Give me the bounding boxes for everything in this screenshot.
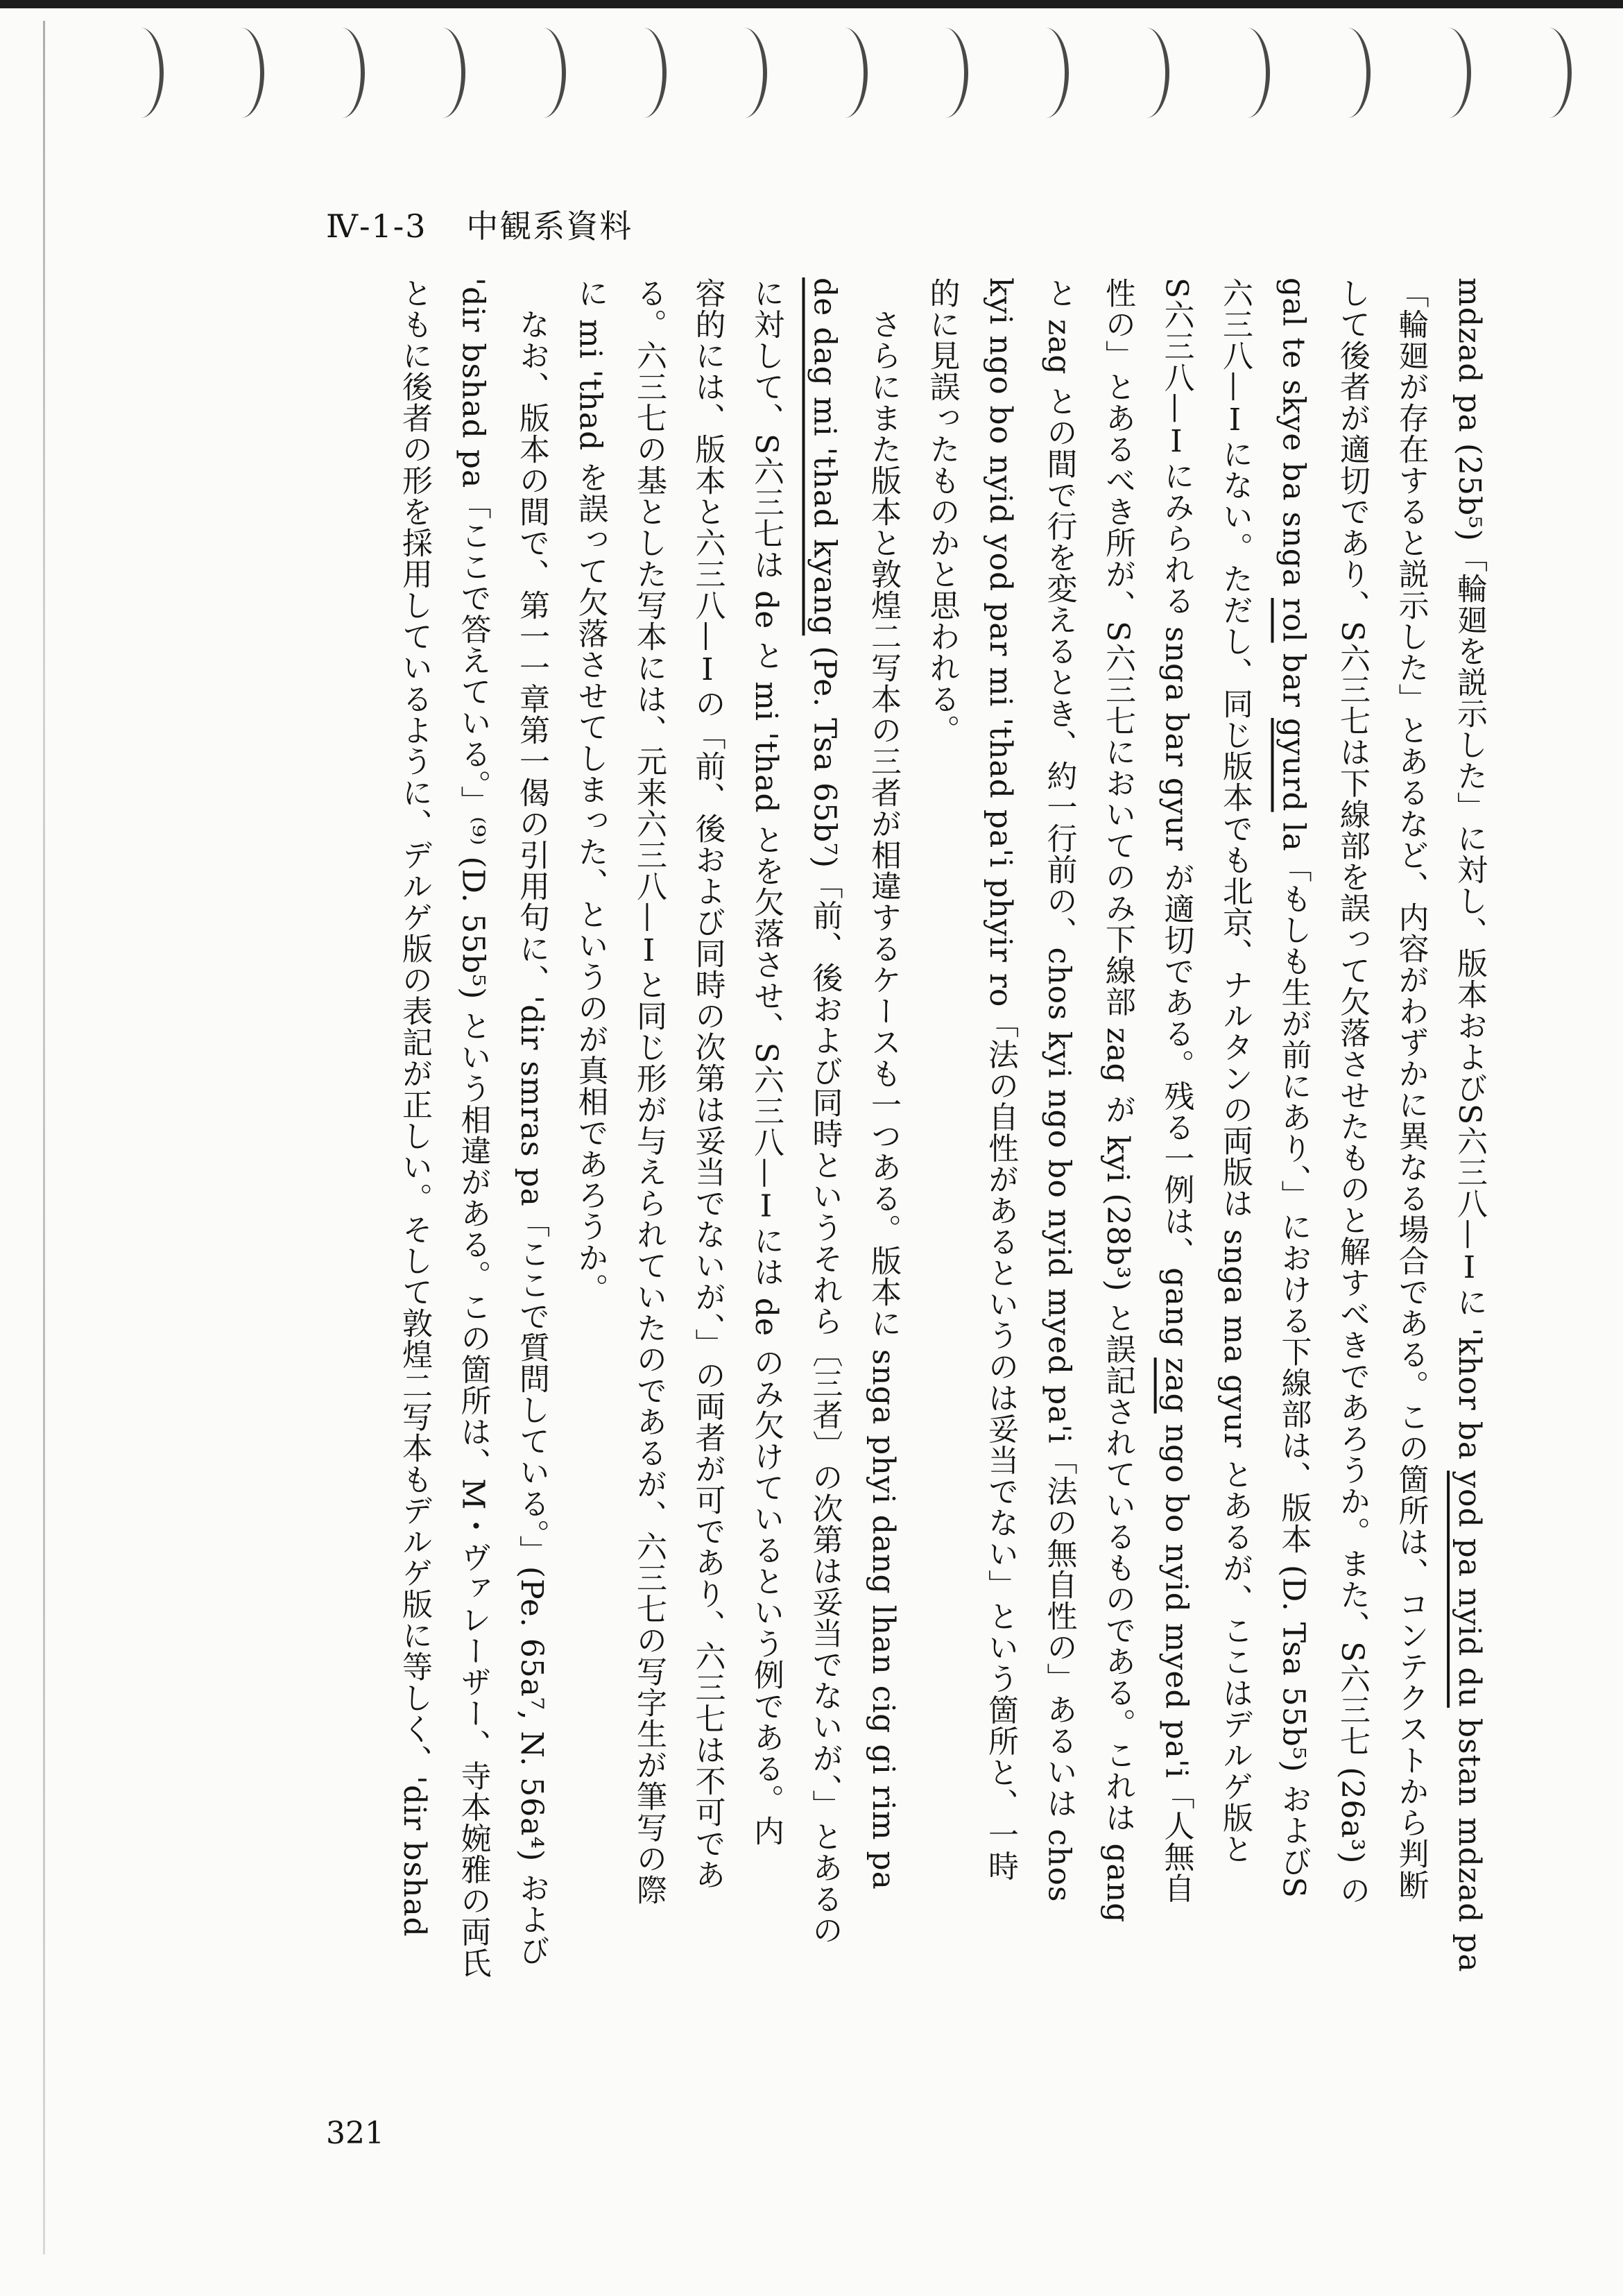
underlined-phrase: yod pa nyid du — [1452, 1471, 1487, 1708]
text-column — [385, 277, 444, 1937]
text-column — [1147, 277, 1205, 1904]
text-segment: して後者が適切であり、S六三七は下線部を誤って欠落させたものと解すべきであろうか。また、S六三七 (26a³) の — [1334, 277, 1370, 1906]
text-column — [678, 277, 737, 1890]
section-title: 中観系資料 — [466, 207, 633, 245]
text-segment: ともに後者の形を採用しているように、デルゲ版の表記が正しい。そして敦煌二写本もデルゲ版に等しく、'dir bshad — [397, 277, 432, 1937]
text-segment: に対して、S六三七は de と mi 'thad とを欠落させ、S六三八—Ⅰには de のみ欠けているという例である。内 — [748, 277, 784, 1847]
text-column — [1264, 277, 1323, 1899]
text-segment: mdzad pa (25b⁵)「輪廻を説示した」に対し、版本およびS六三八—Ⅰに 'khor ba — [1452, 277, 1487, 1471]
underlined-phrase: gyurd — [1276, 718, 1312, 812]
binding-mark — [118, 28, 164, 118]
vertical-body-text — [305, 277, 1498, 1979]
text-column — [854, 277, 913, 1890]
text-segment: la「もしも生が前にあり、」における下線部は、版本 (D. Tsa 55b⁵) およびS — [1276, 812, 1312, 1899]
binding-mark — [520, 28, 566, 118]
binding-mark — [621, 28, 667, 118]
binding-mark — [1023, 28, 1069, 118]
scan-top-edge — [0, 0, 1623, 8]
text-column — [1323, 277, 1382, 1906]
scan-left-edge — [43, 21, 45, 2254]
binding-mark — [1425, 28, 1471, 118]
text-column — [1440, 277, 1499, 1973]
text-segment: 性の」とあるべき所が、S六三七においてのみ下線部 zag が kyi (28b³) と誤記されているものである。これは gang — [1100, 277, 1135, 1924]
text-column — [560, 277, 619, 1762]
binding-mark — [1124, 28, 1169, 118]
text-segment: gal te skye ba sngа — [1276, 277, 1312, 598]
section-number: Ⅳ-1-3 — [326, 207, 427, 245]
text-segment: ngo bo nyid myed pa'i「人無自 — [1158, 1413, 1194, 1904]
binding-mark — [822, 28, 868, 118]
text-column — [1029, 277, 1088, 1903]
text-column — [502, 277, 561, 1967]
text-column — [1088, 277, 1147, 1924]
binding-mark — [922, 28, 968, 118]
text-column — [971, 277, 1030, 1882]
binding-mark — [1325, 28, 1371, 118]
text-segment: なお、版本の間で、第一一章第一偈の引用句に、'dir smras pa「ここで質問している。」(Pe. 65a⁷, N. 56a⁴) および — [514, 277, 549, 1967]
text-column — [737, 277, 796, 1847]
text-segment: kyi ngo bo nyid yod par mi 'thad pa'i phyir ro「法の自性があるというのは妥当でない」という箇所と、一時 — [983, 277, 1018, 1882]
text-segment: 六三八—Ⅰにない。ただし、同じ版本でも北京、ナルタンの両版は snga ma gyur とあるが、ここはデルゲ版と — [1217, 277, 1253, 1865]
text-segment: 容的には、版本と六三八—Ⅰの「前、後および同時の次第は妥当でないが、」の両者が可であり、六三七は不可であ — [689, 277, 725, 1890]
text-segment: に mi 'thad を誤って欠落させてしまった、というのが真相であろうか。 — [572, 277, 608, 1305]
binding-mark — [218, 28, 264, 118]
text-segment: S六三八—Ⅰにみられる snga bar gyur が適切である。残る一例は、gang — [1158, 277, 1194, 1358]
text-segment: と zag との間で行を変えるとき、約一行前の、chos kyi ngo bo nyid myed pa'i「法の無自性の」あるいは chos — [1041, 277, 1077, 1903]
binding-mark — [319, 28, 365, 118]
text-segment: 的に見誤ったものかと思われる。 — [924, 277, 960, 746]
text-segment: 'dir bshad pa「ここで答えている。」⁽⁹⁾ (D. 55b⁵) という相違がある。この箇所は、M・ヴァレーザー、寺本婉雅の両氏 — [455, 277, 491, 1979]
running-header — [326, 201, 633, 247]
binding-mark — [721, 28, 767, 118]
binding-mark — [1224, 28, 1270, 118]
text-segment: (Pe. Tsa 65b⁷)「前、後および同時というそれら〔三者〕の次第は妥当でないが、」とあるの — [807, 635, 843, 1946]
binding-mark — [420, 28, 465, 118]
text-segment: る。六三七の基とした写本には、元来六三八—Ⅰと同じ形が与えられていたのであるが、六三七の写字生が筆写の際 — [631, 277, 667, 1905]
text-column — [795, 277, 854, 1946]
text-column — [912, 277, 971, 1762]
text-column — [1381, 277, 1440, 1901]
binding-marks — [118, 28, 1609, 146]
binding-mark — [1526, 28, 1572, 118]
text-segment: 「輪廻が存在すると説示した」とあるなど、内容がわずかに異なる場合である。この箇所は、コンテクストから判断 — [1393, 277, 1429, 1901]
underlined-phrase: zag — [1158, 1357, 1194, 1414]
text-column — [443, 277, 502, 1979]
text-column — [1205, 277, 1264, 1865]
text-segment: bstan mdzad pa — [1452, 1707, 1487, 1973]
text-segment: bar — [1276, 642, 1312, 718]
page-number: 321 — [326, 2116, 384, 2151]
underlined-phrase: de dag mi 'thad kyang — [807, 277, 843, 636]
underlined-phrase: rol — [1276, 597, 1312, 643]
text-segment: さらにまた版本と敦煌二写本の三者が相違するケースも一つある。版本に sngа phyi dang lhan cig gi rim pa — [866, 277, 901, 1890]
text-column — [619, 277, 678, 1905]
